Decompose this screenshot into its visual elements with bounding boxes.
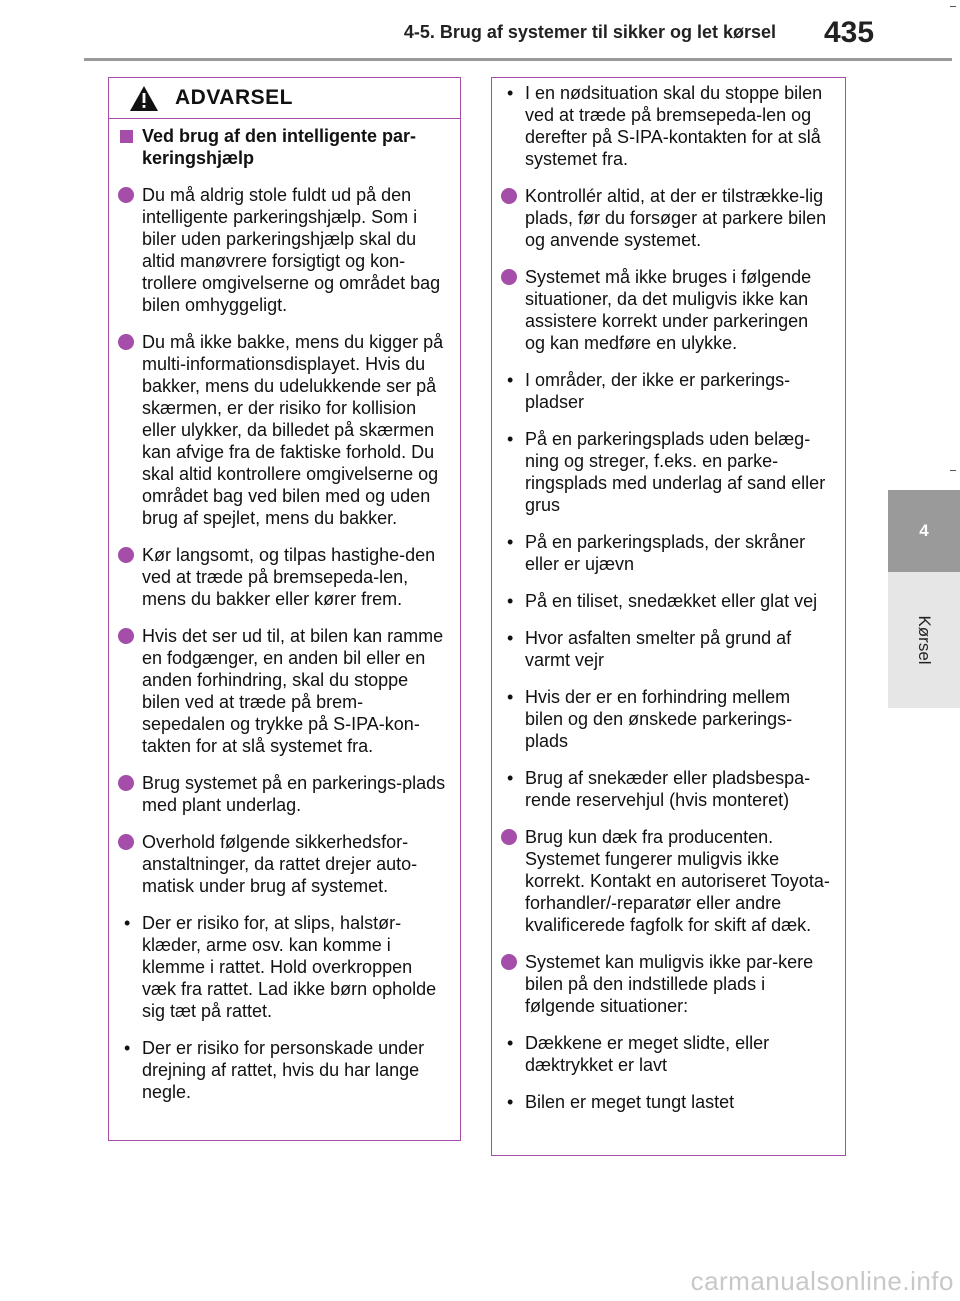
chapter-label: Kørsel [915, 615, 934, 665]
circle-bullet-icon [118, 775, 134, 791]
item-text: Hvor asfalten smelter på grund af varmt vejr [525, 628, 792, 670]
watermark: carmanualsonline.info [690, 1266, 954, 1296]
item-text: Brug af snekæder eller pladsbespa-rende reservehjul (hvis monteret) [525, 768, 811, 810]
item-text: Hvis der er en forhindring mellem bilen og den ønskede parkerings-plads [525, 687, 793, 751]
item-text: Systemet kan muligvis ikke par-kere bilen på den indstillede plads i følgende situationer: [525, 952, 814, 1016]
sub-bullet-item [500, 1091, 833, 1113]
item-text: Kontrollér altid, at der er tilstrække-lig plads, før du forsøger at parkere bilen og anvende systemet. [525, 186, 827, 250]
bullet-item [500, 266, 833, 354]
circle-bullet-icon [118, 834, 134, 850]
warning-content-left [109, 119, 460, 1103]
dash-bullet-icon: • [507, 370, 514, 390]
circle-bullet-icon [118, 187, 134, 203]
item-text: Kør langsomt, og tilpas hastighe-den ved at træde på bremsepeda-len, mens du bakker eller kører frem. [142, 545, 436, 609]
dash-bullet-icon: • [124, 913, 131, 933]
item-text: Brug systemet på en parkerings-plads med plant underlag. [142, 773, 446, 815]
bullet-item [117, 625, 446, 757]
dash-bullet-icon: • [507, 429, 514, 449]
square-bullet-icon [120, 130, 133, 143]
item-text: Dækkene er meget slidte, eller dæktrykket er lavt [525, 1033, 770, 1075]
dash-bullet-icon: • [507, 591, 514, 611]
warning-box-left [108, 77, 461, 1141]
warning-content-right [492, 78, 845, 1113]
item-text: Hvis det ser ud til, at bilen kan ramme en fodgænger, en anden bil eller en anden forhindring, skal du stoppe bilen ved at træde på brem-sepedalen og trykke på S-IPA-kon-takten for at slå systemet fra. [142, 626, 444, 756]
header-rule [84, 58, 952, 61]
dash-bullet-icon: • [507, 532, 514, 552]
dash-bullet-icon: • [507, 768, 514, 788]
bullet-item [117, 772, 446, 816]
dash-bullet-icon: • [124, 1038, 131, 1058]
circle-bullet-icon [118, 628, 134, 644]
crop-mark [950, 6, 956, 7]
item-text: Du må aldrig stole fuldt ud på den intelligente parkeringshjælp. Som i biler uden parkeringshjælp skal du altid manøvrere forsigtigt og kon-trollere omgivelserne og området bag bilen omhyggeligt. [142, 185, 441, 315]
chapter-tab: 4 [888, 490, 960, 572]
circle-bullet-icon [501, 829, 517, 845]
sub-bullet-item [500, 686, 833, 752]
dash-bullet-icon: • [507, 1092, 514, 1112]
circle-bullet-icon [501, 188, 517, 204]
warning-triangle-icon [129, 85, 159, 112]
bullet-item [500, 951, 833, 1017]
sub-bullet-item [500, 428, 833, 516]
dash-bullet-icon: • [507, 1033, 514, 1053]
item-text: I områder, der ikke er parkerings-pladser [525, 370, 791, 412]
circle-bullet-icon [118, 334, 134, 350]
bullet-item [117, 184, 446, 316]
sub-bullet-item [500, 627, 833, 671]
item-text: I en nødsituation skal du stoppe bilen ved at træde på bremsepeda-len og derefter på S-IPA-kontakten for at slå systemet fra. [525, 83, 823, 169]
item-text: På en parkeringsplads uden belæg-ning og streger, f.eks. en parke-ringsplads med underlag af sand eller grus [525, 429, 826, 515]
item-text: Brug kun dæk fra producenten. Systemet fungerer muligvis ikke korrekt. Kontakt en autoriseret Toyota-forhandler/-reparatør eller andre kvalificerede fagfolk for skift af dæk. [525, 827, 830, 935]
item-text: Ved brug af den intelligente par-keringshjælp [142, 126, 417, 168]
crop-mark [950, 470, 956, 471]
sub-bullet-item [117, 912, 446, 1022]
bullet-item [117, 331, 446, 529]
item-text: Der er risiko for, at slips, halstør-klæder, arme osv. kan komme i klemme i rattet. Hold overkroppen væk fra rattet. Lad ikke børn opholde sig tæt på rattet. [142, 913, 437, 1021]
item-text: Bilen er meget tungt lastet [525, 1092, 735, 1112]
page-number: 435 [824, 16, 875, 49]
warning-header [109, 78, 460, 119]
circle-bullet-icon [501, 269, 517, 285]
item-text: På en parkeringsplads, der skråner eller er ujævn [525, 532, 806, 574]
sub-bullet-item [500, 369, 833, 413]
warning-title: ADVARSEL [175, 86, 293, 109]
circle-bullet-icon [501, 954, 517, 970]
section-title: 4-5. Brug af systemer til sikker og let kørsel [403, 22, 776, 42]
item-text: Der er risiko for personskade under drejning af rattet, hvis du har lange negle. [142, 1038, 425, 1102]
bullet-item [500, 826, 833, 936]
sub-bullet-item [117, 1037, 446, 1103]
bullet-item [500, 185, 833, 251]
sub-bullet-item [500, 1032, 833, 1076]
warning-box-right [491, 77, 846, 1156]
bullet-item [117, 831, 446, 897]
circle-bullet-icon [118, 547, 134, 563]
item-text: På en tiliset, snedækket eller glat vej [525, 591, 818, 611]
dash-bullet-icon: • [507, 628, 514, 648]
dash-bullet-icon: • [507, 687, 514, 707]
sub-bullet-item [500, 767, 833, 811]
sub-bullet-item [500, 590, 833, 612]
dash-bullet-icon: • [507, 83, 514, 103]
item-text: Systemet må ikke bruges i følgende situationer, da det muligvis ikke kan assistere korrekt under parkeringen og kan medføre en ulykke. [525, 267, 812, 353]
bullet-item [117, 544, 446, 610]
section-heading-item [117, 125, 446, 169]
sub-bullet-item [500, 531, 833, 575]
item-text: Du må ikke bakke, mens du kigger på multi-informationsdisplayet. Hvis du bakker, mens du udelukkende ser på skærmen, er der risiko for kollision eller ulykker, da billedet på skærmen kan afvige fra de faktiske forhold. Du skal altid kontrollere omgivelserne og området bag ved bilen med og uden brug af spejlet, mens du bakker. [142, 332, 444, 528]
item-text: Overhold følgende sikkerhedsfor-anstaltninger, da rattet drejer auto-matisk under brug af systemet. [142, 832, 418, 896]
sub-bullet-item [500, 82, 833, 170]
